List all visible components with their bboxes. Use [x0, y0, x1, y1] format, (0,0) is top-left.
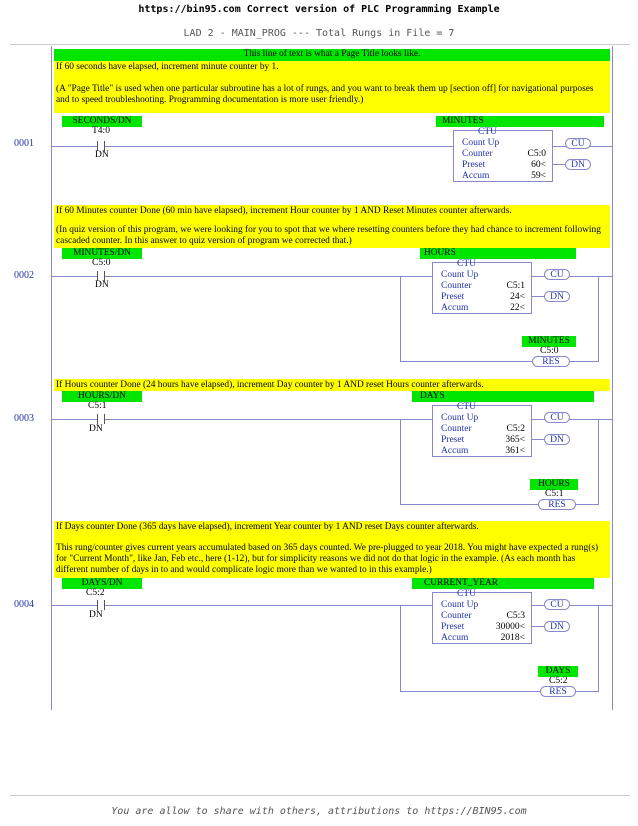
preset-value: 365< — [505, 435, 525, 445]
page-title-banner: This line of text is what a Page Title looks like. — [54, 49, 610, 61]
dn-output: DN — [544, 291, 570, 302]
contact-bit: DN — [95, 280, 109, 290]
dn-wire — [532, 626, 544, 627]
accum-label: Accum — [441, 446, 469, 456]
rung-number: 0001 — [14, 138, 34, 149]
ctu-instruction-box[interactable] — [432, 259, 532, 314]
counter-address: C5:1 — [506, 281, 525, 291]
instruction-type: CTU — [457, 589, 476, 599]
accum-value: 59< — [531, 171, 546, 181]
contact-address: C5:0 — [92, 258, 111, 268]
page-footer: You are allow to share with others, attributions to https://BIN95.com — [111, 806, 527, 817]
ctu-instruction-box[interactable] — [432, 589, 532, 644]
preset-label: Preset — [441, 435, 465, 445]
rung-comment — [54, 379, 610, 391]
right-power-rail — [612, 46, 613, 710]
contact-tag: DAYS/DN — [62, 578, 142, 589]
counter-address: C5:3 — [506, 611, 525, 621]
contact-address: C5:1 — [88, 401, 107, 411]
contact-tag: MINUTES/DN — [62, 248, 142, 259]
preset-value: 60< — [531, 160, 546, 170]
reset-address: C5:2 — [549, 676, 568, 686]
contact-tag: HOURS/DN — [62, 391, 142, 402]
page-header-subtitle: LAD 2 - MAIN_PROG --- Total Rungs in File = 7 — [183, 28, 455, 39]
comment-line: If 60 seconds have elapsed, increment minute counter by 1. — [56, 62, 279, 72]
counter-label: Counter — [441, 424, 472, 434]
accum-value: 361< — [505, 446, 525, 456]
branch-wire — [598, 605, 599, 692]
counter-tag: HOURS — [420, 248, 576, 259]
accum-label: Accum — [441, 633, 469, 643]
preset-label: Preset — [441, 292, 465, 302]
counter-address: C5:0 — [527, 149, 546, 159]
counter-tag: CURRENT_YEAR — [412, 578, 594, 589]
accum-label: Accum — [462, 171, 490, 181]
preset-value: 30000< — [495, 622, 525, 632]
comment-line: If Hours counter Done (24 hours have elapsed), increment Day counter by 1 AND reset Hours counter afterwards. — [56, 380, 484, 390]
reset-address: C5:0 — [540, 346, 559, 356]
contact-bit: DN — [89, 424, 103, 434]
dn-output: DN — [544, 621, 570, 632]
comment-line: If 60 Minutes counter Done (60 min have elapsed), increment Hour counter by 1 AND Reset Minutes counter afterwards. — [56, 206, 512, 216]
xic-contact-icon[interactable] — [97, 600, 105, 610]
instruction-desc: Count Up — [441, 413, 479, 423]
reset-tag: HOURS — [530, 479, 578, 490]
dn-wire — [553, 164, 565, 165]
preset-label: Preset — [462, 160, 486, 170]
ctu-instruction-box[interactable] — [453, 127, 553, 182]
dn-output: DN — [565, 159, 591, 170]
accum-label: Accum — [441, 303, 469, 313]
rung-comment — [54, 61, 610, 113]
cu-output: CU — [565, 138, 591, 149]
accum-value: 2018< — [500, 633, 525, 643]
xic-contact-icon[interactable] — [97, 414, 105, 424]
comment-line: This rung/counter gives current years accumulated based on 365 days counted. We pre-plugged to year 2018. You might have expected a rung(s) for "Current Month", like Jan, Feb etc., here (1-12), but for simplicity reasons we did not do that logic in the example. (As each month has different number of days in to and would complicate logic more than we wanted to in this example.) — [56, 543, 599, 575]
res-output: RES — [540, 686, 576, 697]
res-output: RES — [538, 499, 576, 510]
branch-wire — [400, 419, 401, 505]
contact-address: T4:0 — [92, 126, 110, 136]
dn-wire — [532, 439, 544, 440]
instruction-desc: Count Up — [462, 138, 500, 148]
counter-label: Counter — [441, 611, 472, 621]
page-header-title: https://bin95.com Correct version of PLC Programming Example — [138, 4, 500, 15]
footer-divider — [10, 795, 630, 796]
cu-output: CU — [544, 599, 570, 610]
instruction-type: CTU — [478, 127, 497, 137]
counter-label: Counter — [441, 281, 472, 291]
counter-label: Counter — [462, 149, 493, 159]
comment-line: (In quiz version of this program, we were looking for you to spot that we where resetting counters before they had chance to increment following cascaded counter. In this answer to quiz version of program we corrected that.) — [56, 225, 601, 246]
branch-wire — [598, 276, 599, 362]
reset-tag: MINUTES — [522, 336, 576, 347]
rung-number: 0003 — [14, 413, 34, 424]
comment-line: If Days counter Done (365 days have elapsed), increment Year counter by 1 AND reset Days counter afterwards. — [56, 522, 479, 532]
reset-tag: DAYS — [538, 666, 578, 677]
branch-wire — [598, 419, 599, 505]
res-output: RES — [532, 356, 570, 367]
comment-line: (A "Page Title" is used when one particular subroutine has a lot of rungs, and you want to break them up [section off] for navigational purposes and to speed troubleshooting. Programming documentation is more user friendly.) — [56, 84, 594, 105]
dn-wire — [532, 296, 544, 297]
preset-label: Preset — [441, 622, 465, 632]
rung-number: 0004 — [14, 599, 34, 610]
branch-wire — [400, 605, 401, 692]
rung-comment — [54, 205, 610, 248]
accum-value: 22< — [510, 303, 525, 313]
reset-address: C5:1 — [545, 489, 564, 499]
rung-comment — [54, 521, 610, 578]
cu-output: CU — [544, 269, 570, 280]
instruction-desc: Count Up — [441, 270, 479, 280]
cu-output: CU — [544, 412, 570, 423]
dn-output: DN — [544, 434, 570, 445]
contact-address: C5:2 — [86, 588, 105, 598]
header-divider — [10, 44, 630, 45]
counter-address: C5:2 — [506, 424, 525, 434]
preset-value: 24< — [510, 292, 525, 302]
contact-bit: DN — [89, 610, 103, 620]
contact-tag: SECONDS/DN — [62, 116, 142, 127]
rung-number: 0002 — [14, 270, 34, 281]
branch-wire — [400, 276, 401, 362]
ctu-instruction-box[interactable] — [432, 402, 532, 457]
instruction-type: CTU — [457, 259, 476, 269]
counter-tag: DAYS — [412, 391, 594, 402]
counter-tag: MINUTES — [436, 116, 604, 127]
instruction-type: CTU — [457, 402, 476, 412]
instruction-desc: Count Up — [441, 600, 479, 610]
contact-bit: DN — [95, 150, 109, 160]
